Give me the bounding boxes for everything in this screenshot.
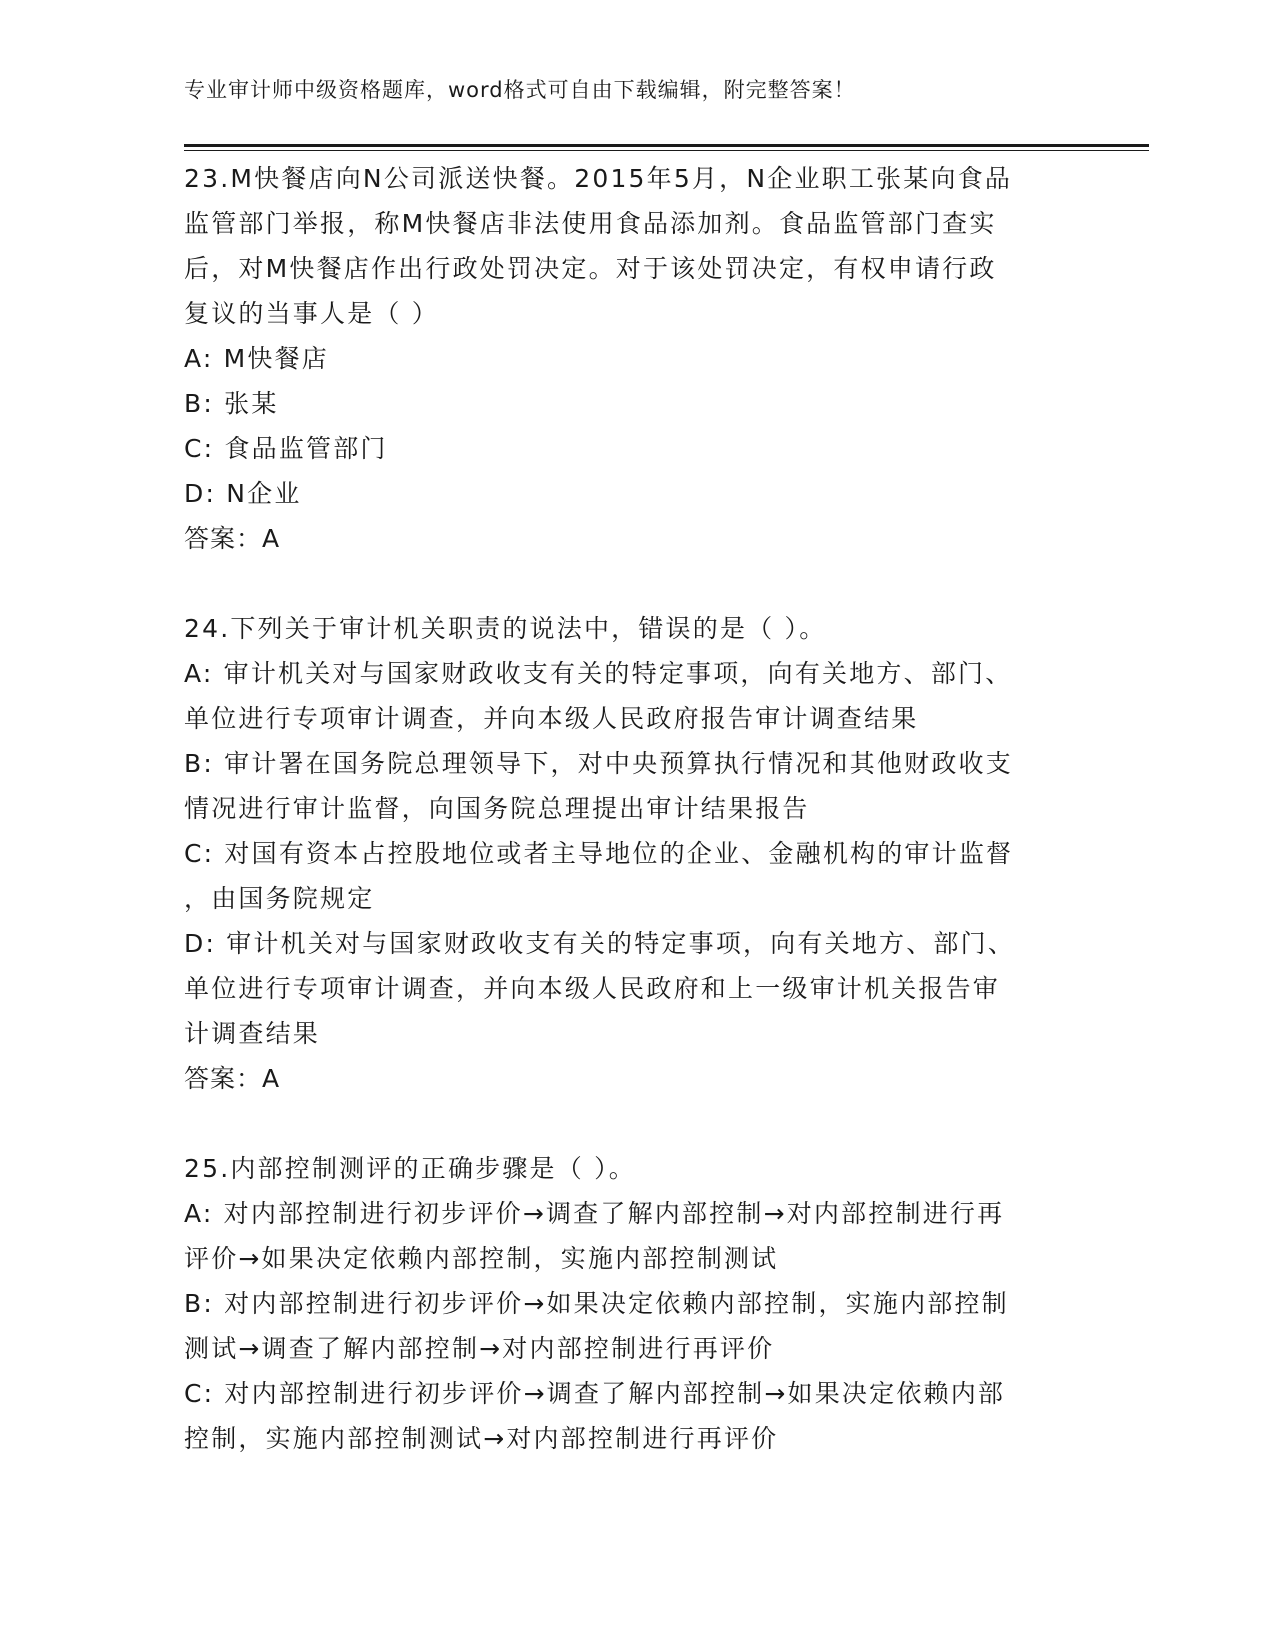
answer: 答案：A [184, 524, 281, 553]
question-stem-line: 23.M快餐店向N公司派送快餐。2015年5月，N企业职工张某向食品 [184, 164, 1013, 193]
option-c-cont: 控制，实施内部控制测试→对内部控制进行再评价 [184, 1424, 779, 1453]
option-a: A: 审计机关对与国家财政收支有关的特定事项，向有关地方、部门、 [184, 659, 1013, 688]
question-stem-line: 监管部门举报，称M快餐店非法使用食品添加剂。食品监管部门查实 [184, 209, 997, 238]
option-d-cont: 单位进行专项审计调查，并向本级人民政府和上一级审计机关报告审 [184, 974, 1001, 1003]
option-a-cont: 单位进行专项审计调查，并向本级人民政府报告审计调查结果 [184, 704, 919, 733]
option-b: B: 张某 [184, 389, 279, 418]
question-stem-line: 复议的当事人是（ ） [184, 299, 439, 328]
page-header: 专业审计师中级资格题库，word格式可自由下载编辑，附完整答案！ [184, 78, 856, 102]
header-rule-thin [184, 150, 1149, 151]
option-a: A: M快餐店 [184, 344, 330, 373]
spacer [184, 1101, 1064, 1146]
question-25 [184, 1146, 1064, 1461]
spacer [184, 561, 1064, 606]
option-b-cont: 情况进行审计监督，向国务院总理提出审计结果报告 [184, 794, 810, 823]
question-stem-line: 25.内部控制测评的正确步骤是（ ）。 [184, 1154, 637, 1183]
option-b-cont: 测试→调查了解内部控制→对内部控制进行再评价 [184, 1334, 775, 1363]
option-c-cont: ，由国务院规定 [184, 884, 375, 913]
question-stem-line: 24.下列关于审计机关职责的说法中，错误的是（ ）。 [184, 614, 827, 643]
option-a: A: 对内部控制进行初步评价→调查了解内部控制→对内部控制进行再 [184, 1199, 1005, 1228]
option-c: C: 对国有资本占控股地位或者主导地位的企业、金融机构的审计监督 [184, 839, 1014, 868]
header-rule-thick [184, 144, 1149, 147]
option-d: D: 审计机关对与国家财政收支有关的特定事项，向有关地方、部门、 [184, 929, 1016, 958]
option-b: B: 审计署在国务院总理领导下，对中央预算执行情况和其他财政收支 [184, 749, 1013, 778]
option-d-cont: 计调查结果 [184, 1019, 321, 1048]
question-23 [184, 156, 1064, 561]
question-list [184, 156, 1064, 1461]
option-b: B: 对内部控制进行初步评价→如果决定依赖内部控制，实施内部控制 [184, 1289, 1009, 1318]
option-c: C: 对内部控制进行初步评价→调查了解内部控制→如果决定依赖内部 [184, 1379, 1006, 1408]
option-c: C: 食品监管部门 [184, 434, 388, 463]
question-stem-line: 后，对M快餐店作出行政处罚决定。对于该处罚决定，有权申请行政 [184, 254, 997, 283]
question-24 [184, 606, 1064, 1101]
answer: 答案：A [184, 1064, 281, 1093]
option-d: D: N企业 [184, 479, 302, 508]
option-a-cont: 评价→如果决定依赖内部控制，实施内部控制测试 [184, 1244, 779, 1273]
